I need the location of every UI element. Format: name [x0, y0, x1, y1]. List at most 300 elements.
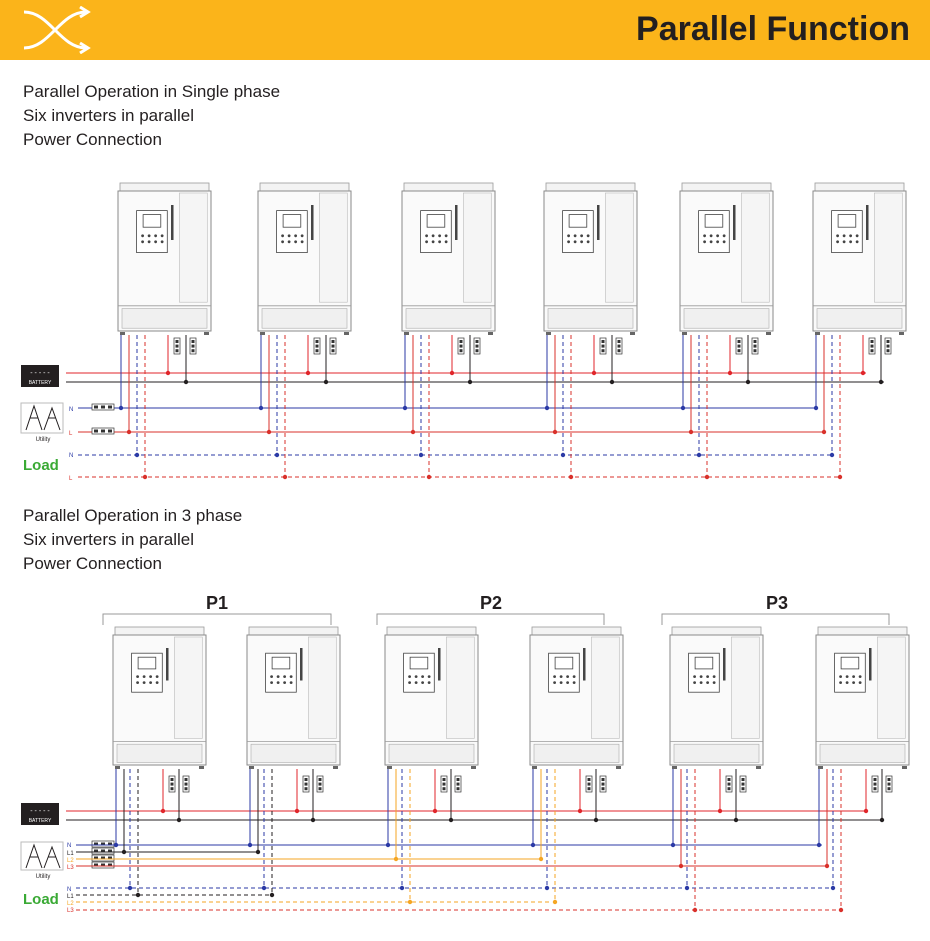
foot — [115, 766, 120, 769]
panel-button — [710, 240, 713, 243]
utility-l3-label: L3 — [67, 865, 74, 871]
inverter-base — [548, 309, 633, 329]
breaker-icon — [474, 338, 480, 354]
junction-dot — [408, 900, 412, 904]
panel-button — [574, 240, 577, 243]
junction-dot — [553, 430, 557, 434]
panel-button — [277, 675, 280, 678]
panel-button — [706, 675, 709, 678]
junction-dot — [135, 453, 139, 457]
breaker-icon — [600, 338, 606, 354]
panel-button — [154, 234, 157, 237]
junction-dot — [324, 380, 328, 384]
caption-line: Power Connection — [23, 130, 162, 149]
panel-button — [438, 240, 441, 243]
junction-dot — [127, 430, 131, 434]
panel-button — [148, 234, 151, 237]
handle-slot — [171, 205, 174, 240]
foot — [546, 332, 551, 335]
battery-label: BATTERY — [28, 818, 52, 824]
junction-dot — [822, 430, 826, 434]
breaker-icon — [600, 776, 606, 792]
junction-dot — [734, 818, 738, 822]
foot — [120, 332, 125, 335]
inverter-top — [532, 627, 621, 635]
lcd-screen — [272, 657, 290, 669]
junction-dot — [561, 453, 565, 457]
breaker-pole — [871, 340, 874, 343]
breaker-pole — [460, 345, 463, 348]
panel-button — [445, 234, 448, 237]
breaker-pole — [874, 778, 877, 781]
junction-dot — [531, 843, 535, 847]
panel-button — [161, 240, 164, 243]
handle-slot — [866, 205, 869, 240]
breaker-pole — [742, 778, 745, 781]
junction-dot — [864, 809, 868, 813]
breaker-pole — [185, 787, 188, 790]
panel-button — [290, 675, 293, 678]
junction-dot — [718, 809, 722, 813]
load-l3-label: L3 — [67, 908, 74, 914]
foot — [249, 766, 254, 769]
panel-button — [156, 675, 159, 678]
panel-button — [573, 675, 576, 678]
group-bracket — [662, 614, 889, 625]
panel-button — [445, 240, 448, 243]
foot — [260, 332, 265, 335]
handle-slot — [597, 205, 600, 240]
page-title: Parallel Function — [636, 10, 910, 48]
panel-button — [149, 681, 152, 684]
junction-dot — [262, 886, 266, 890]
lcd-screen — [138, 657, 156, 669]
breaker-icon — [586, 776, 592, 792]
breaker-pole — [305, 783, 308, 786]
panel-button — [281, 240, 284, 243]
panel-button — [710, 234, 713, 237]
junction-dot — [569, 475, 573, 479]
panel-button — [432, 234, 435, 237]
panel-button — [156, 681, 159, 684]
utility-label: Utility — [35, 437, 51, 443]
lcd-screen — [841, 657, 859, 669]
junction-dot — [468, 380, 472, 384]
breaker-pole — [738, 349, 741, 352]
panel-button — [852, 681, 855, 684]
utility-l2-label: L2 — [67, 858, 74, 864]
junction-dot — [128, 886, 132, 890]
junction-dot — [831, 886, 835, 890]
breaker-pole — [192, 345, 195, 348]
foot — [199, 766, 204, 769]
group-bracket — [377, 614, 604, 625]
panel-button — [148, 240, 151, 243]
panel-button — [270, 681, 273, 684]
breaker-pole — [94, 406, 98, 409]
panel-button — [700, 681, 703, 684]
breaker-pole — [460, 340, 463, 343]
breaker-pole — [316, 349, 319, 352]
panel-button — [839, 681, 842, 684]
panel-button — [288, 234, 291, 237]
inverter-top — [115, 627, 204, 635]
handle-slot — [583, 648, 586, 681]
foot — [204, 332, 209, 335]
panel-button — [294, 240, 297, 243]
junction-dot — [839, 908, 843, 912]
junction-dot — [275, 453, 279, 457]
panel-button — [843, 240, 846, 243]
junction-dot — [411, 430, 415, 434]
panel-button — [703, 240, 706, 243]
breaker-pole — [588, 787, 591, 790]
panel-button — [438, 234, 441, 237]
lcd-screen — [427, 215, 445, 228]
panel-button — [573, 681, 576, 684]
panel-button — [136, 681, 139, 684]
caption-line: Six inverters in parallel — [23, 106, 195, 125]
inverter-side-panel — [877, 637, 905, 738]
junction-dot — [295, 809, 299, 813]
panel-button — [425, 240, 428, 243]
inverter-top — [249, 627, 338, 635]
breaker-icon — [616, 338, 622, 354]
inverter-side-panel — [874, 193, 902, 302]
junction-dot — [689, 430, 693, 434]
breaker-icon — [92, 855, 114, 861]
junction-dot — [879, 380, 883, 384]
junction-dot — [592, 371, 596, 375]
panel-button — [849, 240, 852, 243]
breaker-pole — [602, 787, 605, 790]
utility-tower-icon — [21, 842, 63, 880]
junction-dot — [394, 857, 398, 861]
breaker-pole — [176, 349, 179, 352]
group-label-p3: P3 — [765, 593, 789, 613]
caption-line: Six inverters in parallel — [23, 530, 195, 549]
junction-dot — [746, 380, 750, 384]
panel-button — [432, 240, 435, 243]
panel-button — [856, 240, 859, 243]
breaker-pole — [887, 349, 890, 352]
breaker-pole — [602, 783, 605, 786]
panel-button — [553, 675, 556, 678]
inverter-side-panel — [591, 637, 619, 738]
junction-dot — [161, 809, 165, 813]
panel-button — [421, 675, 424, 678]
breaker-pole — [476, 340, 479, 343]
breaker-pole — [618, 345, 621, 348]
breaker-pole — [457, 778, 460, 781]
breaker-pole — [332, 349, 335, 352]
breaker-icon — [92, 862, 114, 868]
inverter-side-panel — [731, 637, 759, 738]
inverter-side-panel — [605, 193, 633, 302]
inverter-unit — [680, 183, 773, 335]
lcd-screen — [705, 215, 723, 228]
inverter-unit — [247, 627, 340, 769]
breaker-pole — [457, 783, 460, 786]
junction-dot — [671, 843, 675, 847]
inverter-unit — [813, 183, 906, 335]
breaker-pole — [728, 787, 731, 790]
utility-label: Utility — [35, 874, 51, 880]
panel-button — [283, 675, 286, 678]
battery-icon — [21, 365, 59, 387]
handle-slot — [300, 648, 303, 681]
junction-dot — [427, 475, 431, 479]
inverter-unit — [530, 627, 623, 769]
panel-button — [836, 234, 839, 237]
junction-dot — [256, 850, 260, 854]
junction-dot — [400, 886, 404, 890]
panel-button — [415, 675, 418, 678]
junction-dot — [311, 818, 315, 822]
panel-button — [425, 234, 428, 237]
breaker-pole — [332, 340, 335, 343]
utility-n-label: N — [69, 407, 74, 413]
breaker-pole — [319, 787, 322, 790]
junction-dot — [248, 843, 252, 847]
junction-dot — [553, 900, 557, 904]
junction-dot — [143, 475, 147, 479]
handle-slot — [723, 648, 726, 681]
panel-button — [161, 234, 164, 237]
foot — [344, 332, 349, 335]
inverter-side-panel — [319, 193, 347, 302]
junction-dot — [403, 406, 407, 410]
battery-label: BATTERY — [28, 380, 52, 386]
panel-button — [567, 240, 570, 243]
inverter-side-panel — [308, 637, 336, 738]
junction-dot — [283, 475, 287, 479]
panel-button — [566, 675, 569, 678]
foot — [532, 766, 537, 769]
panel-button — [301, 234, 304, 237]
breaker-pole — [728, 778, 731, 781]
breaker-icon — [726, 776, 732, 792]
panel-button — [693, 675, 696, 678]
breaker-pole — [888, 778, 891, 781]
panel-button — [723, 234, 726, 237]
junction-dot — [259, 406, 263, 410]
breaker-pole — [108, 430, 112, 433]
junction-dot — [450, 371, 454, 375]
panel-button — [574, 234, 577, 237]
load-n-label: N — [67, 887, 72, 893]
panel-button — [408, 675, 411, 678]
inverter-base — [251, 744, 336, 762]
inverter-base — [117, 744, 202, 762]
breaker-pole — [101, 406, 105, 409]
breaker-pole — [588, 783, 591, 786]
junction-dot — [679, 864, 683, 868]
breaker-pole — [176, 340, 179, 343]
junction-dot — [814, 406, 818, 410]
panel-button — [136, 675, 139, 678]
panel-button — [580, 234, 583, 237]
inverter-side-panel — [174, 637, 202, 738]
junction-dot — [184, 380, 188, 384]
junction-dot — [136, 893, 140, 897]
foot — [471, 766, 476, 769]
load-l-label: L — [69, 476, 73, 482]
breaker-pole — [443, 787, 446, 790]
inverter-base — [406, 309, 491, 329]
junction-dot — [681, 406, 685, 410]
panel-button — [143, 681, 146, 684]
breaker-pole — [185, 783, 188, 786]
panel-button — [716, 234, 719, 237]
junction-dot — [825, 864, 829, 868]
inverter-unit — [544, 183, 637, 335]
panel-button — [859, 675, 862, 678]
group-label-p1: P1 — [205, 593, 229, 613]
junction-dot — [449, 818, 453, 822]
panel-button — [567, 234, 570, 237]
breaker-pole — [101, 430, 105, 433]
breaker-pole — [319, 783, 322, 786]
panel-button — [281, 234, 284, 237]
panel-button — [143, 675, 146, 678]
breaker-icon — [869, 338, 875, 354]
panel-button — [700, 675, 703, 678]
caption-line: Parallel Operation in Single phase — [23, 82, 281, 101]
group-bracket — [103, 614, 331, 625]
foot — [756, 766, 761, 769]
inverter-base — [389, 744, 474, 762]
breaker-pole — [443, 778, 446, 781]
foot — [488, 332, 493, 335]
panel-button — [580, 240, 583, 243]
breaker-icon — [330, 338, 336, 354]
junction-dot — [539, 857, 543, 861]
breaker-pole — [888, 787, 891, 790]
breaker-pole — [871, 349, 874, 352]
breaker-pole — [742, 787, 745, 790]
breaker-icon — [174, 338, 180, 354]
breaker-icon — [441, 776, 447, 792]
breaker-icon — [190, 338, 196, 354]
panel-button — [415, 681, 418, 684]
panel-button — [856, 234, 859, 237]
junction-dot — [433, 809, 437, 813]
breaker-pole — [602, 345, 605, 348]
breaker-pole — [457, 787, 460, 790]
panel-button — [859, 681, 862, 684]
inverter-top — [387, 627, 476, 635]
breaker-pole — [887, 340, 890, 343]
panel-button — [421, 681, 424, 684]
handle-slot — [438, 648, 441, 681]
junction-dot — [830, 453, 834, 457]
panel-button — [843, 234, 846, 237]
panel-button — [566, 681, 569, 684]
breaker-pole — [754, 340, 757, 343]
panel-button — [277, 681, 280, 684]
panel-button — [553, 681, 556, 684]
inverter-unit — [113, 627, 206, 769]
foot — [815, 332, 820, 335]
panel-button — [852, 675, 855, 678]
inverter-base — [262, 309, 347, 329]
handle-slot — [455, 205, 458, 240]
panel-button — [560, 675, 563, 678]
breaker-pole — [171, 787, 174, 790]
junction-dot — [166, 371, 170, 375]
breaker-pole — [316, 340, 319, 343]
junction-dot — [419, 453, 423, 457]
svg-text:- - - - -: - - - - - — [30, 808, 50, 815]
panel-button — [141, 240, 144, 243]
panel-button — [713, 681, 716, 684]
panel-button — [706, 681, 709, 684]
load-label: Load — [23, 457, 59, 474]
breaker-pole — [874, 787, 877, 790]
junction-dot — [728, 371, 732, 375]
inverter-top — [404, 183, 493, 191]
caption-line: Parallel Operation in 3 phase — [23, 506, 243, 525]
junction-dot — [270, 893, 274, 897]
junction-dot — [685, 886, 689, 890]
inverter-unit — [118, 183, 211, 335]
panel-button — [294, 234, 297, 237]
inverter-top — [815, 183, 904, 191]
breaker-pole — [319, 778, 322, 781]
panel-button — [428, 675, 431, 678]
inverter-top — [672, 627, 761, 635]
group-label-p2: P2 — [479, 593, 503, 613]
inverter-side-panel — [741, 193, 769, 302]
foot — [899, 332, 904, 335]
inverter-side-panel — [463, 193, 491, 302]
inverter-top — [546, 183, 635, 191]
junction-dot — [697, 453, 701, 457]
breaker-icon — [872, 776, 878, 792]
breaker-icon — [92, 404, 114, 410]
foot — [902, 766, 907, 769]
panel-button — [849, 234, 852, 237]
breaker-pole — [588, 778, 591, 781]
utility-n-label: N — [67, 843, 72, 849]
lcd-screen — [283, 215, 301, 228]
handle-slot — [733, 205, 736, 240]
breaker-pole — [476, 345, 479, 348]
inverter-side-panel — [179, 193, 207, 302]
foot — [682, 332, 687, 335]
panel-button — [587, 234, 590, 237]
breaker-pole — [738, 345, 741, 348]
inverter-base — [820, 744, 905, 762]
junction-dot — [545, 886, 549, 890]
breaker-icon — [886, 776, 892, 792]
inverter-base — [122, 309, 207, 329]
junction-dot — [177, 818, 181, 822]
junction-dot — [693, 908, 697, 912]
breaker-icon — [314, 338, 320, 354]
breaker-icon — [92, 428, 114, 434]
load-n-label: N — [69, 453, 74, 459]
breaker-icon — [458, 338, 464, 354]
breaker-pole — [443, 783, 446, 786]
inverter-base — [674, 744, 759, 762]
breaker-pole — [754, 345, 757, 348]
breaker-pole — [305, 787, 308, 790]
junction-dot — [610, 380, 614, 384]
junction-dot — [880, 818, 884, 822]
inverter-top — [818, 627, 907, 635]
